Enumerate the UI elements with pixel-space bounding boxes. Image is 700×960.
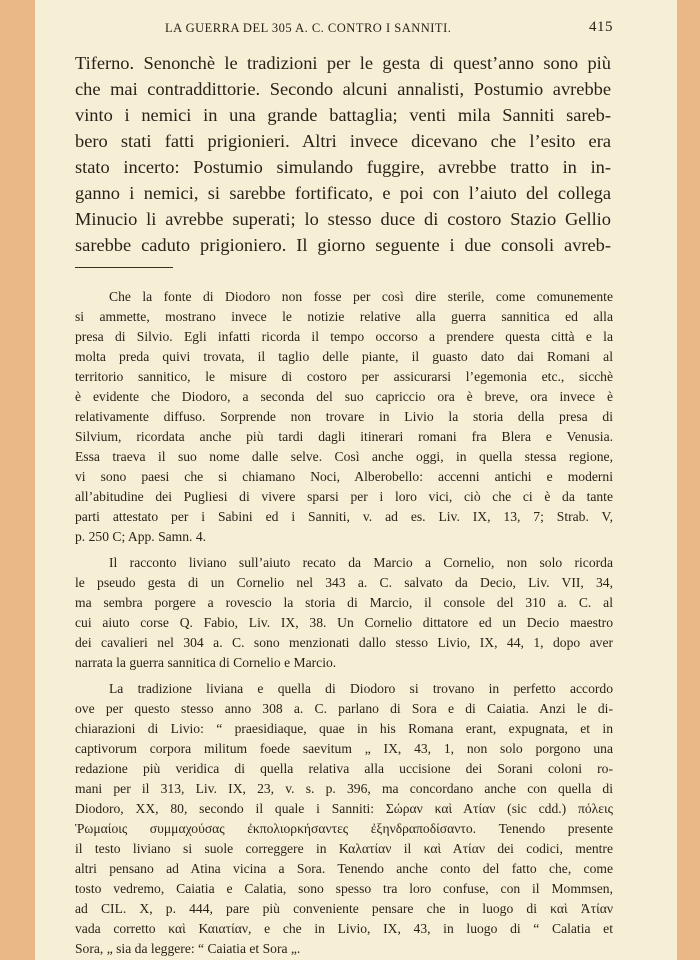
footnote-line: Silvium, ricordata anche più tardi dagli itinerari romani fra Blera e Venusia. (75, 429, 613, 444)
footnote-line: narrata la guerra sannitica di Cornelio e Marcio. (75, 655, 337, 670)
page-number: 415 (589, 19, 613, 35)
footnote-line: presa di Silvio. Egli infatti ricorda il tempo occorso a prendere questa città e la (75, 329, 613, 344)
main-text (75, 50, 611, 258)
footnote-line: mani per il 313, Liv. IX, 23, v. s. p. 396, ma concordano anche con quella di (75, 781, 613, 796)
footnote-line: Diodoro, XX, 80, secondo il quale i Sanniti: Σώραν καὶ Ατίαν (sic cdd.) πόλεις (75, 801, 613, 816)
main-text-line: vinto i nemici in una grande battaglia; venti mila Sanniti sareb- (75, 105, 611, 125)
main-text-line: sarebbe caduto prigioniero. Il giorno seguente i due consoli avreb- (75, 235, 611, 255)
main-text-line: ganno i nemici, si sarebbe fortificato, e poi con l’aiuto del collega (75, 183, 611, 203)
footnote-line: redazione più veridica di quella relativa alla uccisione dei Sorani coloni ro- (75, 761, 613, 776)
main-text-line: stato incerto: Postumio simulando fuggire, avrebbe tratto in in- (75, 157, 611, 177)
main-text-line: che mai contraddittorie. Secondo alcuni annalisti, Postumio avrebbe (75, 79, 611, 99)
footnote-line: ma sembra porgere a rovescio la storia di Marcio, il console del 310 a. C. al (75, 595, 613, 610)
footnote-line: è evidente che Diodoro, a seconda del suo capriccio ora è breve, ora invece è (75, 389, 613, 404)
footnote-line: Essa traeva il suo nome dalle selve. Così anche oggi, in quella stessa regione, (75, 449, 613, 464)
main-text-line: Minucio li avrebbe superati; lo stesso duce di costoro Stazio Gellio (75, 209, 611, 229)
footnote-line: ove per questo stesso anno 308 a. C. parlano di Sora e di Caiatia. Anzi le di- (75, 701, 613, 716)
main-text-line: bero stati fatti prigionieri. Altri invece dicevano che l’esito era (75, 131, 611, 151)
running-title: LA GUERRA DEL 305 A. C. CONTRO I SANNITI. (165, 21, 452, 35)
footnote-line: cui aiuto corse Q. Fabio, Liv. IX, 38. Un Cornelio dittatore ed un Decio maestro (75, 615, 613, 630)
main-text-line: Tiferno. Senonchè le tradizioni per le gesta di quest’anno sono più (75, 53, 611, 73)
footnote-line: chiarazioni di Livio: “ praesidiaque, quae in his Romana erant, expugnata, et in (75, 721, 613, 736)
footnote-line: Il racconto liviano sull’aiuto recato da Marcio a Cornelio, non solo ricorda (109, 555, 613, 570)
footnote-line: La tradizione liviana e quella di Diodoro si trovano in perfetto accordo (109, 681, 613, 696)
footnote-separator (75, 267, 173, 268)
footnote-line: dei cavalieri nel 304 a. C. sono menzionati dallo stesso Livio, IX, 44, 1, dopo aver (75, 635, 613, 650)
footnote-line: relativamente diffuso. Sorprende non trovare in Livio la storia della presa di (75, 409, 613, 424)
footnote-line: il testo liviano si suole correggere in Καλατίαν il καὶ Ατίαν dei codici, mentre (75, 841, 613, 856)
footnote-line: territorio sannitico, le misure di costoro per assicurarsi l’egemonia etc., sicchè (75, 369, 613, 384)
footnote-line: captivorum corpora militum foede saevitum „ IX, 43, 1, non solo porgono una (75, 741, 613, 756)
footnote-line: p. 250 C; App. Samn. 4. (75, 529, 207, 544)
footnote-line: le pseudo gesta di un Cornelio nel 343 a. C. salvato da Decio, Liv. VII, 34, (75, 575, 613, 590)
footnote-line: vi sono paesi che si chiamano Noci, Alberobello: accenni antichi e moderni (75, 469, 613, 484)
footnote-line: parti attestato per i Sabini ed i Sanniti, v. ad es. Liv. IX, 13, 7; Strab. V, (75, 509, 613, 524)
footnote-line: Che la fonte di Diodoro non fosse per così dire sterile, come comunemente (109, 289, 613, 304)
footnote-line: all’abitudine dei Pugliesi di vivere sparsi per i loro vici, ciò che ci è da tante (75, 489, 613, 504)
footnote-line: altri pensano ad Atina vicina a Sora. Tenendo anche conto del fatto che, come (75, 861, 613, 876)
footnotes (75, 287, 613, 959)
footnote-line: Ῥωμαίοις συμμαχούσας ἐκπολιορκήσαντες ἐξηνδραποδίσαντο. Tenendo presente (75, 821, 613, 836)
footnote-line: Sora, „ sia da leggere: “ Caiatia et Sora „. (75, 941, 301, 956)
footnote-line: molta preda quivi trovata, il taglio delle piante, il guasto dato dai Romani al (75, 349, 613, 364)
footnote-line: vada corretto καὶ Καιατίαν, e che in Livio, IX, 43, in luogo di “ Calatia et (75, 921, 613, 936)
footnote-line: ad CIL. X, p. 444, pare più conveniente pensare che in luogo di καὶ Ἀτίαν (75, 901, 613, 916)
footnote-line: si ammette, mostrano invece le notizie relative alla guerra sannitica ed alla (75, 309, 613, 324)
footnote-line: tosto vedremo, Caiatia e Calatia, sono spesso tra loro confuse, con il Mommsen, (75, 881, 613, 896)
